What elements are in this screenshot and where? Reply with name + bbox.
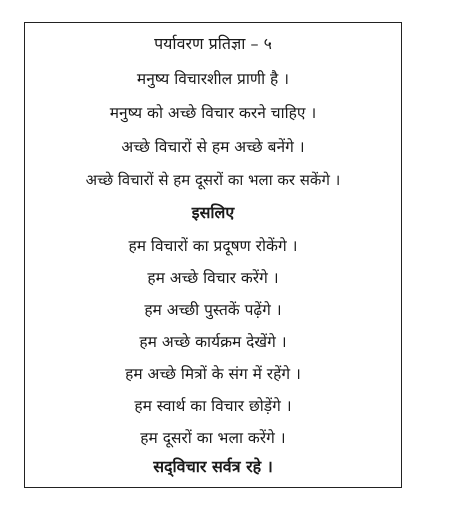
pledge-title: पर्यावरण प्रतिज्ञा – ५ bbox=[154, 34, 272, 53]
pledge-box bbox=[24, 22, 402, 488]
pledge-line: हम अच्छे विचार करेंगे । bbox=[147, 269, 279, 287]
pledge-line: अच्छे विचारों से हम दूसरों का भला कर सकेंगे । bbox=[85, 171, 341, 189]
pledge-line: अच्छे विचारों से हम अच्छे बनेंगे । bbox=[121, 138, 305, 156]
pledge-line: हम अच्छे कार्यक्रम देखेंगे । bbox=[139, 333, 287, 351]
pledge-heading: इसलिए bbox=[191, 203, 235, 222]
pledge-line: हम विचारों का प्रदूषण रोकेंगे । bbox=[128, 237, 298, 255]
pledge-line: हम दूसरों का भला करेंगे । bbox=[140, 429, 286, 447]
pledge-line: हम अच्छे मित्रों के संग में रहेंगे । bbox=[125, 365, 301, 383]
pledge-line: हम अच्छी पुस्तकें पढ़ेंगे । bbox=[144, 301, 282, 319]
pledge-line: हम स्वार्थ का विचार छोड़ेंगे । bbox=[134, 397, 292, 415]
pledge-line: मनुष्य विचारशील प्राणी है । bbox=[136, 70, 290, 88]
pledge-line: मनुष्य को अच्छे विचार करने चाहिए । bbox=[109, 104, 317, 122]
pledge-closing: सद्‌विचार सर्वत्र रहे । bbox=[153, 457, 273, 476]
